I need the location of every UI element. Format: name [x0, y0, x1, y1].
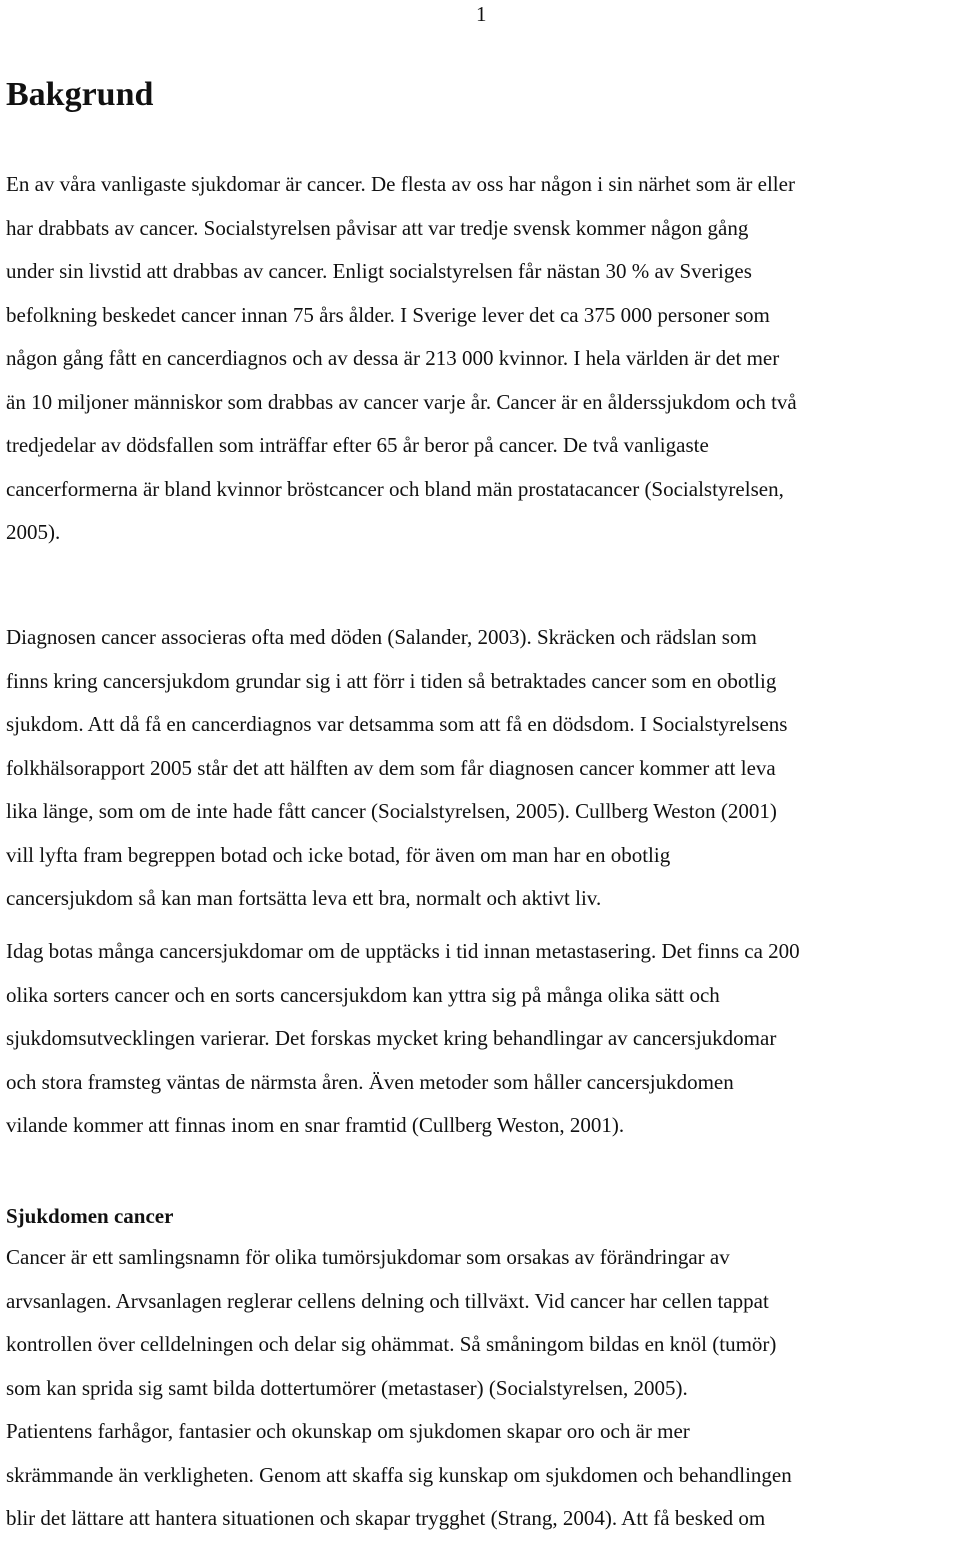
text-line: En av våra vanligaste sjukdomar är cancer. De flesta av oss har någon i sin närhet som är eller: [6, 172, 795, 196]
text-line: och stora framsteg väntas de närmsta åren. Även metoder som håller cancersjukdomen: [6, 1069, 734, 1094]
text-line: under sin livstid att drabbas av cancer. Enligt socialstyrelsen får nästan 30 % av Sveriges: [6, 259, 752, 283]
text-line: olika sorters cancer och en sorts cancersjukdom kan yttra sig på många olika sätt och: [6, 982, 720, 1007]
text-line: sjukdomsutvecklingen varierar. Det forskas mycket kring behandlingar av cancersjukdomar: [6, 1026, 777, 1050]
paragraph-1: [6, 163, 960, 555]
text-line: vilande kommer att finnas inom en snar framtid (Cullberg Weston, 2001).: [6, 1113, 625, 1137]
text-line: än 10 miljoner människor som drabbas av cancer varje år. Cancer är en ålderssjukdom och två: [6, 389, 797, 414]
text-line: finns kring cancersjukdom grundar sig i att förr i tiden så betraktades cancer som en obotlig: [6, 668, 777, 693]
text-line: vill lyfta fram begreppen botad och icke botad, för även om man har en obotlig: [6, 842, 671, 867]
text-line: Idag botas många cancersjukdomar om de upptäcks i tid innan metastasering. Det finns ca 200: [6, 939, 800, 963]
text-line: tredjedelar av dödsfallen som inträffar efter 65 år beror på cancer. De två vanligaste: [6, 433, 709, 457]
text-line: Cancer är ett samlingsnamn för olika tumörsjukdomar som orsakas av förändringar av: [6, 1245, 730, 1269]
text-line: sjukdom. Att då få en cancerdiagnos var detsamma som att få en dödsdom. I Socialstyrelsens: [6, 712, 788, 736]
text-line: har drabbats av cancer. Socialstyrelsen påvisar att var tredje svensk kommer någon gång: [6, 215, 749, 240]
page-number: 1: [476, 2, 487, 26]
text-line: som kan sprida sig samt bilda dottertumörer (metastaser) (Socialstyrelsen, 2005).: [6, 1375, 688, 1400]
text-line: Patientens farhågor, fantasier och okunskap om sjukdomen skapar oro och är mer: [6, 1419, 690, 1443]
page-heading: Bakgrund: [6, 76, 154, 113]
text-line: Diagnosen cancer associeras ofta med döden (Salander, 2003). Skräcken och rädslan som: [6, 625, 757, 649]
text-line: 2005).: [6, 520, 61, 544]
text-line: någon gång fått en cancerdiagnos och av dessa är 213 000 kvinnor. I hela världen är det mer: [6, 346, 780, 370]
text-line: lika länge, som om de inte hade fått cancer (Socialstyrelsen, 2005). Cullberg Weston (2001): [6, 799, 777, 823]
paragraph-4: [6, 1236, 960, 1541]
text-line: befolkning beskedet cancer innan 75 års ålder. I Sverige lever det ca 375 000 personer som: [6, 302, 770, 327]
paragraph-3: [6, 930, 960, 1148]
text-line: folkhälsorapport 2005 står det att hälften av dem som får diagnosen cancer kommer att leva: [6, 755, 776, 780]
text-line: blir det lättare att hantera situationen och skapar trygghet (Strang, 2004). Att få besked om: [6, 1506, 766, 1530]
text-line: kontrollen över celldelningen och delar sig ohämmat. Så småningom bildas en knöl (tumör): [6, 1332, 777, 1356]
text-line: cancersjukdom så kan man fortsätta leva ett bra, normalt och aktivt liv.: [6, 886, 602, 910]
section-heading: Sjukdomen cancer: [6, 1204, 174, 1228]
text-line: skrämmande än verkligheten. Genom att skaffa sig kunskap om sjukdomen och behandlingen: [6, 1462, 792, 1487]
paragraph-2: [6, 616, 960, 921]
text-line: arvsanlagen. Arvsanlagen reglerar cellens delning och tillväxt. Vid cancer har cellen tappat: [6, 1288, 769, 1313]
text-line: cancerformerna är bland kvinnor bröstcancer och bland män prostatacancer (Socialstyrelsen,: [6, 476, 784, 501]
